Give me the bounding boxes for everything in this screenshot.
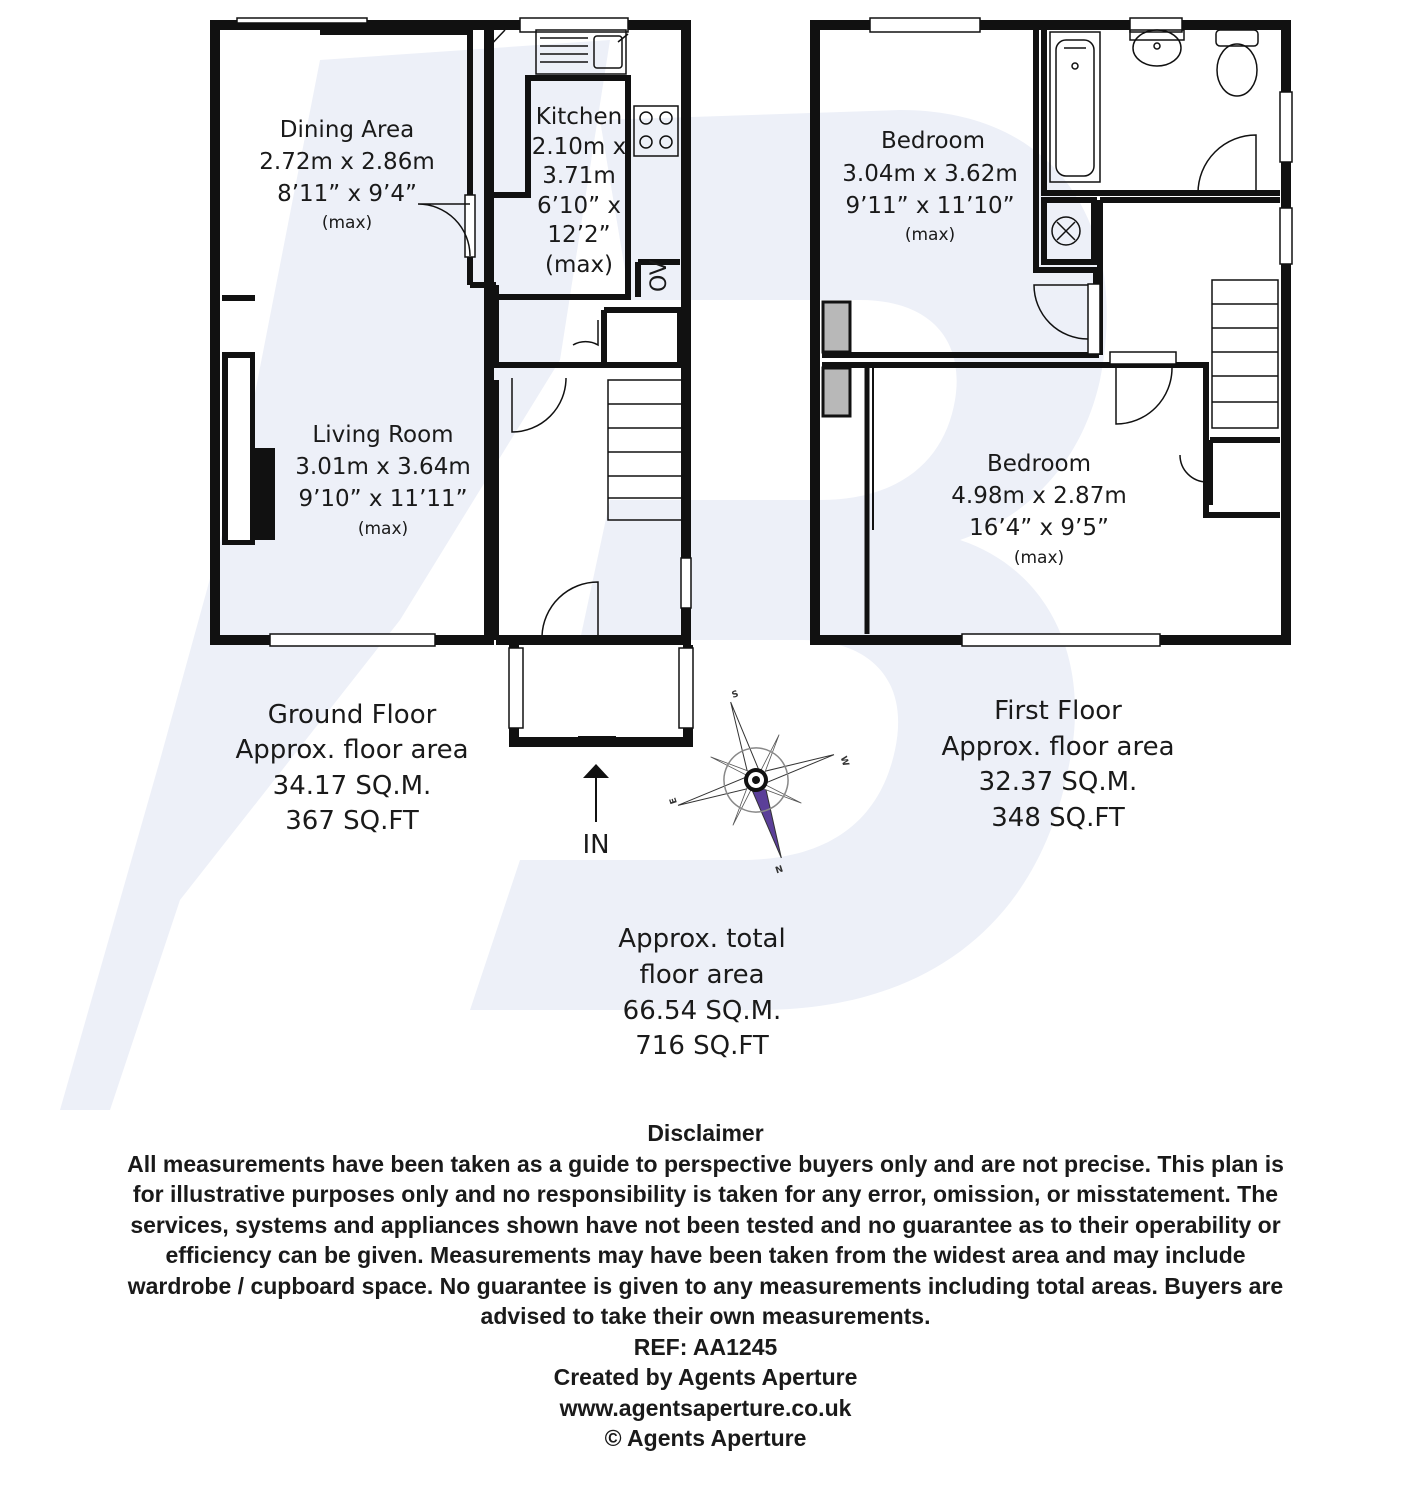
entrance-label: IN: [582, 830, 610, 860]
kitchen-dim-4: 12’2”: [547, 222, 611, 248]
toilet-icon: [1216, 30, 1258, 96]
porch-outer-wall: [514, 645, 688, 742]
bedroom2-max: (max): [1013, 548, 1065, 568]
door-swing-icon: [1180, 455, 1207, 482]
bathroom-wall: [1044, 30, 1280, 193]
hall-cupboard-wall: [604, 310, 680, 365]
dining-area-metric: 2.72m x 2.86m: [259, 149, 435, 175]
window-icon: [1280, 208, 1292, 264]
first-floor-sqm: 32.37 SQ.M.: [978, 767, 1138, 797]
ground-floor-area-label: Approx. floor area: [235, 735, 469, 765]
window-icon: [962, 634, 1160, 646]
total-area-sqft: 716 SQ.FT: [635, 1031, 769, 1061]
bedroom2-metric: 4.98m x 2.87m: [951, 483, 1127, 509]
copyright-notice: © Agents Aperture: [604, 1425, 807, 1451]
disclaimer-line: advised to take their own measurements.: [480, 1303, 931, 1329]
ground-floor-title: Ground Floor: [267, 700, 437, 730]
disclaimer-line: for illustrative purposes only and no responsibility is taken for any error, omission, or misstatement. The: [132, 1181, 1279, 1207]
ground-stairs-icon: [608, 380, 684, 520]
window-icon: [1280, 92, 1292, 162]
disclaimer-line: All measurements have been taken as a guide to perspective buyers only and are not precise. This plan is: [127, 1150, 1284, 1177]
compass-e-label: E: [668, 796, 680, 806]
disclaimer-line: wardrobe / cupboard space. No guarantee is given to any measurements including total areas. Buyers are: [127, 1272, 1284, 1299]
first-floor-title: First Floor: [994, 696, 1122, 726]
window-icon: [681, 558, 691, 608]
living-room-imperial: 9’10” x 11’11”: [298, 486, 468, 512]
bath-icon: [1050, 32, 1100, 182]
kitchen-dim-3: 6’10” x: [536, 193, 622, 219]
bedroom2-cupboard-wall: [1210, 440, 1280, 505]
ground-floor-sqft: 367 SQ.FT: [285, 806, 419, 836]
window-icon: [1110, 352, 1176, 364]
bedroom2-name: Bedroom: [986, 451, 1092, 477]
oven-label: OV: [647, 260, 672, 292]
landing-wall: [1100, 200, 1280, 355]
first-floor-sqft: 348 SQ.FT: [991, 803, 1125, 833]
bedroom1-imperial: 9’11” x 11’10”: [845, 193, 1015, 219]
first-stairs-icon: [1212, 280, 1278, 428]
window-icon: [679, 648, 693, 728]
total-area-line1: Approx. total: [618, 924, 786, 954]
reference-number: REF: AA1245: [633, 1333, 778, 1360]
window-icon: [237, 18, 367, 23]
wardrobe-icon: [823, 368, 850, 416]
front-door-threshold: [578, 736, 616, 744]
window-icon: [320, 30, 468, 35]
disclaimer-block: [30, 1118, 1381, 1454]
kitchen-dim-2: 3.71m: [542, 163, 616, 189]
disclaimer-line: services, systems and appliances shown have not been tested and no guarantee as to their operability or: [130, 1211, 1281, 1238]
window-icon: [270, 634, 435, 646]
website-link[interactable]: www.agentsaperture.co.uk: [559, 1394, 852, 1421]
created-by: Created by Agents Aperture: [553, 1364, 858, 1390]
disclaimer-title: Disclaimer: [647, 1120, 764, 1146]
living-room-name: Living Room: [312, 422, 454, 448]
door-swing-icon: [1116, 368, 1172, 424]
window-icon: [870, 18, 980, 32]
ground-floor-sqm: 34.17 SQ.M.: [272, 771, 432, 801]
entrance-arrow-icon: [583, 764, 609, 822]
disclaimer-line: efficiency can be given. Measurements may have been taken from the widest area and may include: [165, 1242, 1246, 1268]
first-floor-area-label: Approx. floor area: [941, 732, 1175, 762]
compass-w-label: W: [837, 755, 851, 768]
compass-s-label: S: [730, 689, 741, 701]
basin-icon: [1130, 30, 1184, 66]
kitchen-dim-1: 2.10m x: [531, 134, 627, 160]
wardrobe-icon: [823, 302, 850, 352]
compass-n-label: N: [773, 861, 784, 874]
bedroom1-name: Bedroom: [880, 128, 986, 154]
living-room-metric: 3.01m x 3.64m: [295, 454, 471, 480]
bedroom1-metric: 3.04m x 3.62m: [842, 161, 1018, 187]
window-icon: [509, 648, 523, 728]
total-area-sqm: 66.54 SQ.M.: [622, 996, 782, 1026]
kitchen-name: Kitchen: [535, 104, 623, 130]
dining-area-name: Dining Area: [279, 117, 415, 143]
kitchen-max: (max): [544, 252, 614, 278]
door-swing-icon: [1198, 135, 1256, 193]
door-swing-icon: [573, 320, 598, 345]
window-icon: [1088, 284, 1100, 354]
bedroom1-max: (max): [904, 225, 956, 245]
living-room-max: (max): [357, 519, 409, 539]
dining-area-imperial: 8’11” x 9’4”: [277, 181, 417, 207]
total-area-line2: floor area: [639, 960, 765, 990]
chimney-recess: [228, 358, 250, 540]
bedroom2-imperial: 16’4” x 9’5”: [969, 515, 1109, 541]
dining-area-max: (max): [321, 213, 373, 233]
